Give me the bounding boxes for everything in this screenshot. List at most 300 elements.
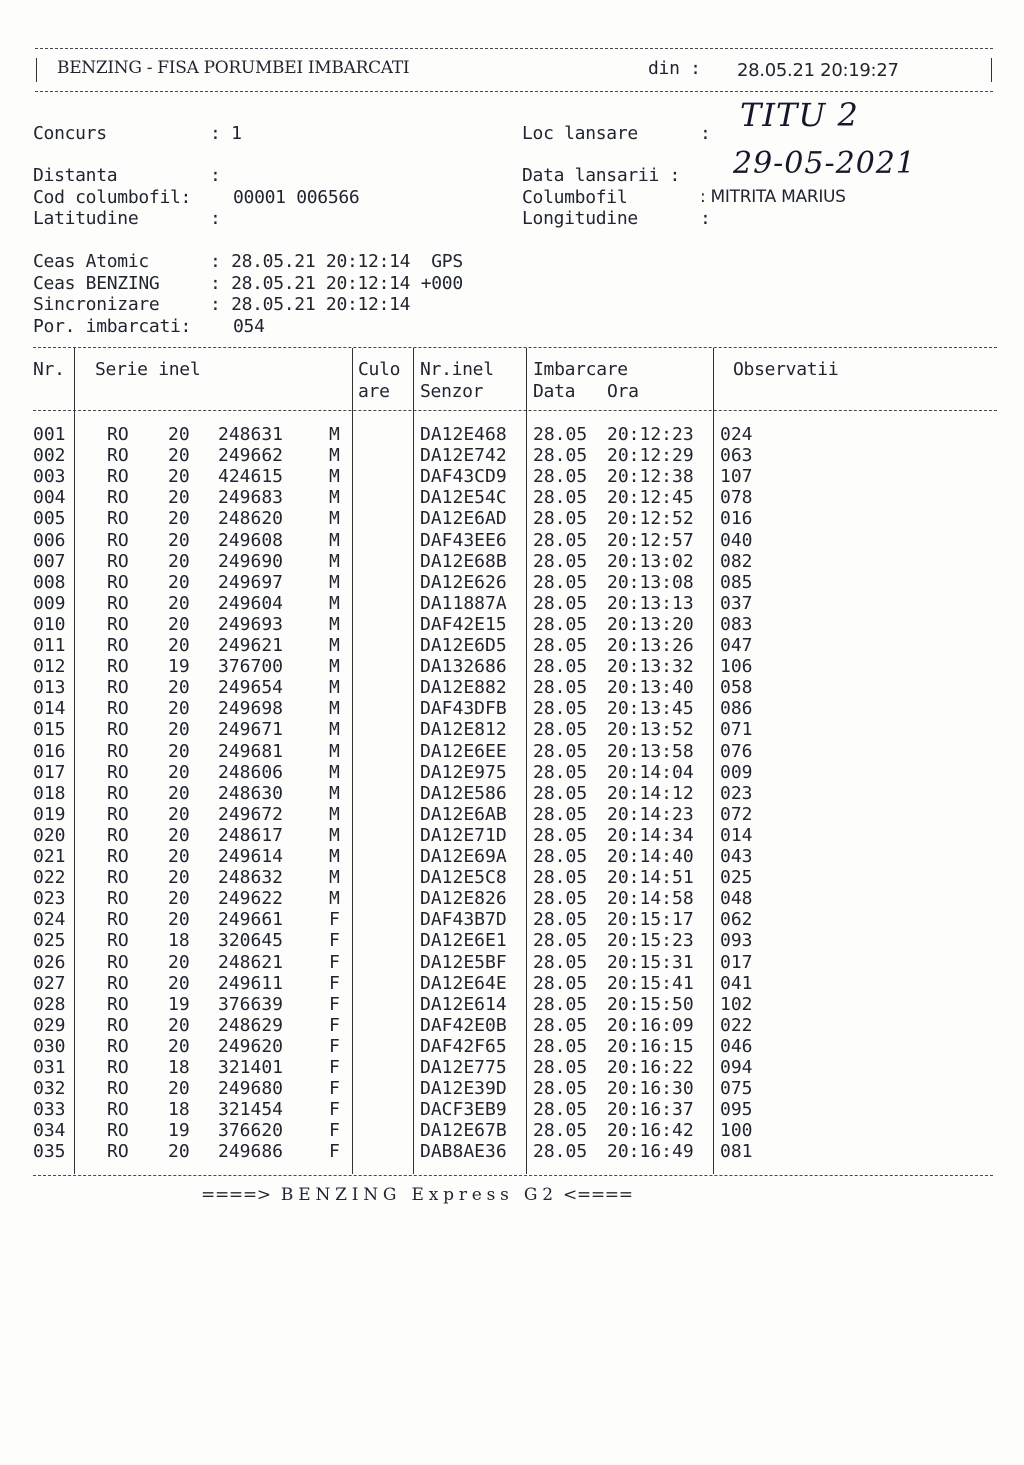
columbofil-label: Columbofil	[522, 187, 628, 208]
boarding-date: 28.05	[533, 951, 588, 973]
boarding-time: 20:15:17	[607, 909, 694, 931]
ring-number: 249662	[218, 445, 284, 467]
columbofil-value: : MITRITA MARIUS	[700, 187, 846, 207]
table-row	[0, 551, 1024, 572]
ring-number: 249693	[218, 613, 284, 635]
ring-country: RO	[107, 740, 129, 762]
observation: 095	[720, 1099, 753, 1121]
sex: M	[329, 656, 340, 678]
header-data: Data	[533, 381, 576, 402]
boarding-time: 20:14:04	[607, 761, 694, 783]
sensor-ring: DA12E6AD	[420, 508, 507, 530]
boarding-time: 20:13:52	[607, 719, 694, 741]
boarding-date: 28.05	[533, 698, 588, 720]
sensor-ring: DA12E67B	[420, 1120, 507, 1142]
ring-year: 20	[168, 740, 190, 762]
ring-country: RO	[107, 677, 129, 699]
loc-lansare-handwritten: TITU 2	[740, 96, 859, 134]
sensor-ring: DACF3EB9	[420, 1099, 507, 1121]
row-number: 022	[33, 867, 66, 889]
ring-year: 20	[168, 487, 190, 509]
ring-number: 248632	[218, 867, 284, 889]
sensor-ring: DA12E812	[420, 719, 507, 741]
boarding-time: 20:15:31	[607, 951, 694, 973]
row-number: 016	[33, 740, 66, 762]
boarding-time: 20:15:41	[607, 972, 694, 994]
ring-number: 248606	[218, 761, 284, 783]
table-row	[0, 656, 1024, 677]
row-number: 033	[33, 1099, 66, 1121]
boarding-date: 28.05	[533, 1078, 588, 1100]
row-number: 019	[33, 803, 66, 825]
sex: F	[329, 930, 340, 952]
boarding-time: 20:16:42	[607, 1120, 694, 1142]
ring-country: RO	[107, 761, 129, 783]
boarding-date: 28.05	[533, 550, 588, 572]
ring-number: 376639	[218, 993, 284, 1015]
ring-country: RO	[107, 613, 129, 635]
sensor-ring: DA11887A	[420, 592, 507, 614]
boarding-date: 28.05	[533, 972, 588, 994]
observation: 022	[720, 1014, 753, 1036]
boarding-date: 28.05	[533, 740, 588, 762]
ceas-benzing-value: : 28.05.21 20:12:14 +000	[210, 273, 463, 294]
ring-country: RO	[107, 550, 129, 572]
table-row	[0, 825, 1024, 846]
table-row	[0, 930, 1024, 951]
por-imbarcati-label: Por. imbarcati:	[33, 316, 192, 337]
sensor-ring: DA12E468	[420, 424, 507, 445]
row-number: 028	[33, 993, 66, 1015]
boarding-date: 28.05	[533, 930, 588, 952]
ring-number: 249686	[218, 1141, 284, 1163]
sensor-ring: DA12E6AB	[420, 803, 507, 825]
sex: F	[329, 1099, 340, 1121]
sensor-ring: DA12E5BF	[420, 951, 507, 973]
title-box-left-border	[36, 58, 37, 82]
boarding-date: 28.05	[533, 888, 588, 910]
sensor-ring: DA132686	[420, 656, 507, 678]
sex: F	[329, 972, 340, 994]
ring-year: 20	[168, 972, 190, 994]
ring-year: 19	[168, 1120, 190, 1142]
ring-number: 249604	[218, 592, 284, 614]
boarding-time: 20:13:13	[607, 592, 694, 614]
table-row	[0, 1015, 1024, 1036]
title-box-top-border	[35, 48, 993, 49]
boarding-time: 20:14:34	[607, 824, 694, 846]
sensor-ring: DA12E64E	[420, 972, 507, 994]
observation: 063	[720, 445, 753, 467]
ring-year: 20	[168, 466, 190, 488]
ring-country: RO	[107, 1035, 129, 1057]
ring-country: RO	[107, 846, 129, 867]
observation: 107	[720, 466, 753, 488]
cod-columbofil-label: Cod columbofil:	[33, 187, 192, 208]
ring-country: RO	[107, 930, 129, 952]
ring-country: RO	[107, 466, 129, 488]
ring-year: 19	[168, 656, 190, 678]
boarding-date: 28.05	[533, 445, 588, 467]
ring-country: RO	[107, 803, 129, 825]
latitudine-value: :	[210, 208, 221, 229]
observation: 016	[720, 508, 753, 530]
boarding-date: 28.05	[533, 993, 588, 1015]
por-imbarcati-value: 054	[233, 316, 265, 337]
row-number: 023	[33, 888, 66, 910]
row-number: 002	[33, 445, 66, 467]
boarding-date: 28.05	[533, 909, 588, 931]
row-number: 024	[33, 909, 66, 931]
ring-year: 20	[168, 824, 190, 846]
ring-number: 249698	[218, 698, 284, 720]
boarding-date: 28.05	[533, 529, 588, 551]
observation: 078	[720, 487, 753, 509]
din-label: din :	[648, 58, 701, 79]
boarding-time: 20:16:30	[607, 1078, 694, 1100]
sensor-ring: DA12E6E1	[420, 930, 507, 952]
table-row	[0, 783, 1024, 804]
observation: 083	[720, 613, 753, 635]
boarding-date: 28.05	[533, 1099, 588, 1121]
observation: 041	[720, 972, 753, 994]
observation: 072	[720, 803, 753, 825]
observation: 047	[720, 635, 753, 656]
concurs-label: Concurs	[33, 123, 107, 144]
row-number: 003	[33, 466, 66, 488]
sex: F	[329, 1057, 340, 1078]
observation: 025	[720, 867, 753, 889]
boarding-time: 20:14:51	[607, 867, 694, 889]
sex: M	[329, 888, 340, 910]
boarding-time: 20:15:50	[607, 993, 694, 1015]
ring-number: 249608	[218, 529, 284, 551]
sex: F	[329, 1014, 340, 1036]
boarding-date: 28.05	[533, 1141, 588, 1163]
row-number: 034	[33, 1120, 66, 1142]
row-number: 032	[33, 1078, 66, 1100]
ring-number: 248630	[218, 782, 284, 804]
ring-number: 248631	[218, 424, 284, 445]
ring-year: 20	[168, 1014, 190, 1036]
row-number: 001	[33, 424, 66, 445]
ring-country: RO	[107, 635, 129, 656]
ring-year: 20	[168, 846, 190, 867]
ring-year: 20	[168, 592, 190, 614]
sex: M	[329, 635, 340, 656]
ring-year: 20	[168, 1078, 190, 1100]
observation: 081	[720, 1141, 753, 1163]
boarding-time: 20:12:23	[607, 424, 694, 445]
boarding-date: 28.05	[533, 1035, 588, 1057]
observation: 086	[720, 698, 753, 720]
header-culoare-top: Culo	[358, 359, 401, 380]
table-row	[0, 593, 1024, 614]
ring-country: RO	[107, 909, 129, 931]
ring-country: RO	[107, 592, 129, 614]
header-nr: Nr.	[33, 359, 65, 380]
ring-country: RO	[107, 824, 129, 846]
observation: 076	[720, 740, 753, 762]
sex: M	[329, 613, 340, 635]
ring-number: 248621	[218, 951, 284, 973]
sex: M	[329, 698, 340, 720]
ring-country: RO	[107, 1141, 129, 1163]
ring-number: 249680	[218, 1078, 284, 1100]
boarding-date: 28.05	[533, 1120, 588, 1142]
boarding-time: 20:16:15	[607, 1035, 694, 1057]
boarding-date: 28.05	[533, 613, 588, 635]
row-number: 014	[33, 698, 66, 720]
sex: M	[329, 550, 340, 572]
ring-number: 376620	[218, 1120, 284, 1142]
table-row	[0, 677, 1024, 698]
ring-number: 249654	[218, 677, 284, 699]
sensor-ring: DA12E6EE	[420, 740, 507, 762]
ring-number: 249620	[218, 1035, 284, 1057]
table-row	[0, 994, 1024, 1015]
boarding-time: 20:13:26	[607, 635, 694, 656]
header-culoare-bottom: are	[358, 381, 390, 402]
ring-country: RO	[107, 888, 129, 910]
row-number: 006	[33, 529, 66, 551]
boarding-time: 20:14:58	[607, 888, 694, 910]
sensor-ring: DAF43EE6	[420, 529, 507, 551]
boarding-time: 20:12:52	[607, 508, 694, 530]
observation: 023	[720, 782, 753, 804]
loc-lansare-label: Loc lansare	[522, 123, 638, 144]
row-number: 015	[33, 719, 66, 741]
observation: 014	[720, 824, 753, 846]
row-number: 027	[33, 972, 66, 994]
row-number: 030	[33, 1035, 66, 1057]
table-row	[0, 762, 1024, 783]
sincronizare-value: : 28.05.21 20:12:14	[210, 294, 411, 315]
ring-number: 249621	[218, 635, 284, 656]
ceas-atomic-label: Ceas Atomic	[33, 251, 149, 272]
sex: M	[329, 677, 340, 699]
sensor-ring: DAF42E15	[420, 613, 507, 635]
ring-country: RO	[107, 698, 129, 720]
observation: 094	[720, 1057, 753, 1078]
sensor-ring: DA12E69A	[420, 846, 507, 867]
table-bottom-border	[33, 1175, 993, 1176]
sex: M	[329, 782, 340, 804]
row-number: 031	[33, 1057, 66, 1078]
ring-year: 20	[168, 951, 190, 973]
sensor-ring: DA12E626	[420, 571, 507, 593]
sensor-ring: DA12E54C	[420, 487, 507, 509]
table-row	[0, 888, 1024, 909]
row-number: 035	[33, 1141, 66, 1163]
sensor-ring: DAF42E0B	[420, 1014, 507, 1036]
observation: 093	[720, 930, 753, 952]
ring-year: 18	[168, 930, 190, 952]
boarding-date: 28.05	[533, 508, 588, 530]
table-row	[0, 973, 1024, 994]
ring-country: RO	[107, 487, 129, 509]
ring-number: 248620	[218, 508, 284, 530]
boarding-time: 20:13:40	[607, 677, 694, 699]
sincronizare-label: Sincronizare	[33, 294, 160, 315]
din-value: 28.05.21 20:19:27	[737, 60, 899, 81]
sensor-ring: DAF42F65	[420, 1035, 507, 1057]
boarding-time: 20:14:12	[607, 782, 694, 804]
boarding-date: 28.05	[533, 635, 588, 656]
boarding-date: 28.05	[533, 719, 588, 741]
sex: M	[329, 740, 340, 762]
sex: M	[329, 761, 340, 783]
boarding-date: 28.05	[533, 656, 588, 678]
table-row	[0, 445, 1024, 466]
ring-number: 321401	[218, 1057, 284, 1078]
ring-year: 20	[168, 550, 190, 572]
header-nr-inel: Nr.inel	[420, 359, 494, 380]
table-row	[0, 508, 1024, 529]
row-number: 025	[33, 930, 66, 952]
boarding-date: 28.05	[533, 803, 588, 825]
sensor-ring: DA12E742	[420, 445, 507, 467]
ring-country: RO	[107, 1078, 129, 1100]
ring-country: RO	[107, 951, 129, 973]
table-row	[0, 1099, 1024, 1120]
ring-country: RO	[107, 1099, 129, 1121]
sensor-ring: DA12E5C8	[420, 867, 507, 889]
sex: M	[329, 445, 340, 467]
sex: F	[329, 909, 340, 931]
ring-year: 20	[168, 1141, 190, 1163]
ring-number: 249697	[218, 571, 284, 593]
boarding-date: 28.05	[533, 592, 588, 614]
row-number: 029	[33, 1014, 66, 1036]
sensor-ring: DA12E975	[420, 761, 507, 783]
title-box-bottom-border	[35, 91, 993, 92]
header-imbarcare: Imbarcare	[533, 359, 628, 380]
sensor-ring: DA12E614	[420, 993, 507, 1015]
ring-year: 20	[168, 571, 190, 593]
sex: M	[329, 487, 340, 509]
boarding-time: 20:16:09	[607, 1014, 694, 1036]
table-row	[0, 1057, 1024, 1078]
boarding-time: 20:16:49	[607, 1141, 694, 1163]
table-row	[0, 846, 1024, 867]
ring-year: 20	[168, 508, 190, 530]
table-header-bottom-border	[33, 410, 997, 411]
sex: M	[329, 424, 340, 445]
ring-number: 249681	[218, 740, 284, 762]
boarding-time: 20:15:23	[607, 930, 694, 952]
table-header-top-border	[33, 347, 997, 348]
distanta-label: Distanta	[33, 165, 118, 186]
sex: F	[329, 1141, 340, 1163]
longitudine-value: :	[700, 208, 711, 229]
sex: F	[329, 951, 340, 973]
ring-number: 249683	[218, 487, 284, 509]
sex: M	[329, 466, 340, 488]
ring-country: RO	[107, 972, 129, 994]
row-number: 017	[33, 761, 66, 783]
table-row	[0, 1120, 1024, 1141]
sensor-ring: DAF43B7D	[420, 909, 507, 931]
ring-country: RO	[107, 529, 129, 551]
ring-year: 20	[168, 698, 190, 720]
concurs-value: : 1	[210, 123, 242, 144]
observation: 071	[720, 719, 753, 741]
ring-year: 20	[168, 867, 190, 889]
header-ora: Ora	[607, 381, 639, 402]
boarding-time: 20:12:57	[607, 529, 694, 551]
sensor-ring: DAF43CD9	[420, 466, 507, 488]
boarding-date: 28.05	[533, 677, 588, 699]
boarding-time: 20:16:22	[607, 1057, 694, 1078]
boarding-time: 20:12:45	[607, 487, 694, 509]
boarding-time: 20:16:37	[607, 1099, 694, 1121]
observation: 046	[720, 1035, 753, 1057]
footer-banner: ====> B E N Z I N G E x p r e s s G 2 <====	[201, 1185, 633, 1205]
header-serie-inel: Serie inel	[95, 359, 201, 380]
boarding-date: 28.05	[533, 782, 588, 804]
observation: 043	[720, 846, 753, 867]
ring-year: 20	[168, 445, 190, 467]
table-row	[0, 424, 1024, 445]
table-row	[0, 867, 1024, 888]
row-number: 013	[33, 677, 66, 699]
boarding-time: 20:13:08	[607, 571, 694, 593]
boarding-date: 28.05	[533, 487, 588, 509]
observation: 040	[720, 529, 753, 551]
table-row	[0, 1141, 1024, 1162]
table-row	[0, 487, 1024, 508]
table-row	[0, 635, 1024, 656]
ring-year: 20	[168, 1035, 190, 1057]
loc-lansare-colon: :	[700, 123, 711, 144]
observation: 102	[720, 993, 753, 1015]
ring-year: 20	[168, 635, 190, 656]
row-number: 008	[33, 571, 66, 593]
observation: 082	[720, 550, 753, 572]
table-row	[0, 741, 1024, 762]
boarding-time: 20:14:40	[607, 846, 694, 867]
sex: M	[329, 571, 340, 593]
row-number: 026	[33, 951, 66, 973]
observation: 062	[720, 909, 753, 931]
header-senzor: Senzor	[420, 381, 484, 402]
boarding-time: 20:13:45	[607, 698, 694, 720]
row-number: 012	[33, 656, 66, 678]
table-row	[0, 952, 1024, 973]
table-row	[0, 1078, 1024, 1099]
sex: M	[329, 803, 340, 825]
sensor-ring: DA12E39D	[420, 1078, 507, 1100]
observation: 085	[720, 571, 753, 593]
cod-columbofil-value: 00001 006566	[233, 187, 360, 208]
boarding-date: 28.05	[533, 761, 588, 783]
ring-year: 20	[168, 613, 190, 635]
boarding-date: 28.05	[533, 424, 588, 445]
table-row	[0, 530, 1024, 551]
boarding-time: 20:12:29	[607, 445, 694, 467]
ring-country: RO	[107, 719, 129, 741]
ceas-atomic-value: : 28.05.21 20:12:14 GPS	[210, 251, 463, 272]
sex: M	[329, 846, 340, 867]
ring-country: RO	[107, 1057, 129, 1078]
ring-year: 19	[168, 993, 190, 1015]
observation: 075	[720, 1078, 753, 1100]
sex: M	[329, 529, 340, 551]
boarding-date: 28.05	[533, 824, 588, 846]
row-number: 010	[33, 613, 66, 635]
sex: M	[329, 867, 340, 889]
